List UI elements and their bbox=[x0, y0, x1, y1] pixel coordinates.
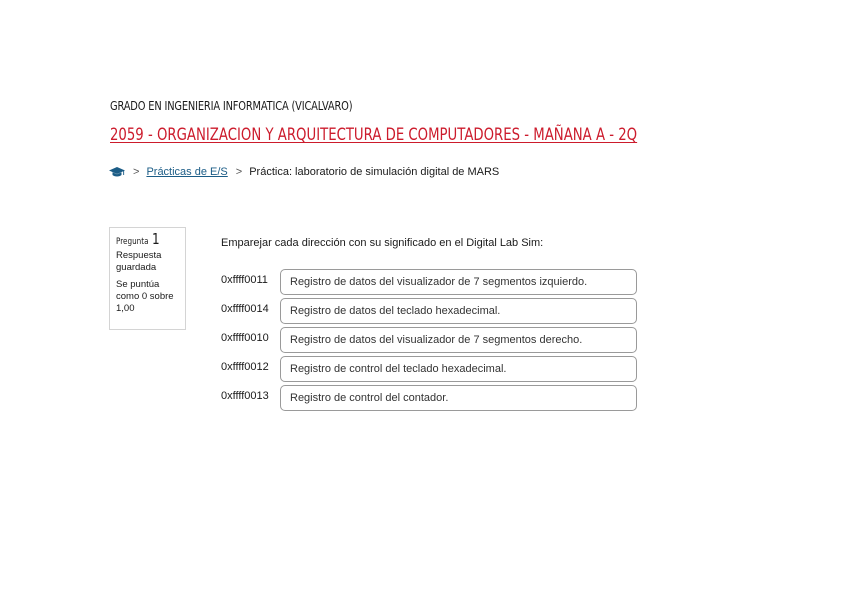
match-select[interactable]: Registro de datos del visualizador de 7 segmentos izquierdo. bbox=[280, 269, 637, 295]
match-select[interactable]: Registro de datos del teclado hexadecimal. bbox=[280, 298, 637, 324]
match-address: 0xffff0013 bbox=[221, 390, 269, 402]
breadcrumb-item-current: Práctica: laboratorio de simulación digital de MARS bbox=[249, 166, 500, 178]
breadcrumb-separator: > bbox=[235, 166, 243, 178]
breadcrumb-item-practicas[interactable]: Prácticas de E/S bbox=[146, 166, 228, 178]
breadcrumb-separator: > bbox=[133, 166, 140, 178]
question-info-box bbox=[109, 227, 186, 330]
match-select[interactable]: Registro de datos del visualizador de 7 segmentos derecho. bbox=[280, 327, 637, 353]
question-label: Pregunta bbox=[116, 237, 149, 247]
question-text: Emparejar cada dirección con su significado en el Digital Lab Sim: bbox=[221, 237, 544, 249]
question-state: Respuesta guardada bbox=[116, 250, 162, 273]
match-address: 0xffff0014 bbox=[221, 303, 269, 315]
match-row bbox=[221, 327, 637, 356]
degree-title: GRADO EN INGENIERIA INFORMATICA (VICALVARO) bbox=[110, 99, 353, 113]
match-row bbox=[221, 269, 637, 298]
question-number bbox=[116, 232, 179, 247]
match-address: 0xffff0010 bbox=[221, 332, 269, 344]
match-address: 0xffff0012 bbox=[221, 361, 269, 373]
match-row bbox=[221, 385, 637, 414]
graduation-cap-icon[interactable] bbox=[109, 166, 125, 178]
match-list bbox=[221, 269, 637, 414]
match-row bbox=[221, 298, 637, 327]
match-select[interactable]: Registro de control del teclado hexadecimal. bbox=[280, 356, 637, 382]
match-address: 0xffff0011 bbox=[221, 274, 268, 286]
question-number-value: 1 bbox=[152, 230, 160, 248]
question-grade: Se puntúa como 0 sobre 1,00 bbox=[116, 279, 174, 314]
breadcrumb bbox=[109, 166, 499, 178]
match-row bbox=[221, 356, 637, 385]
match-select[interactable]: Registro de control del contador. bbox=[280, 385, 637, 411]
course-title-link[interactable]: 2059 - ORGANIZACION Y ARQUITECTURA DE COMPUTADORES - MAÑANA A - 2Q bbox=[110, 125, 638, 145]
